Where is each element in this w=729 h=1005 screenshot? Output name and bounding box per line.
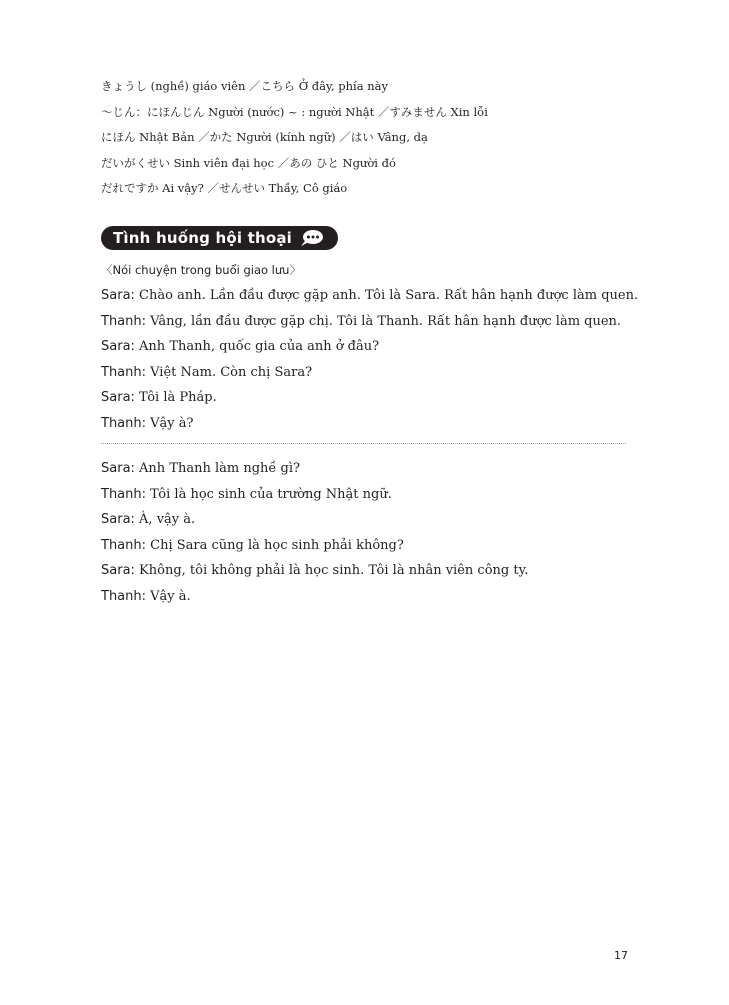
utterance: Chị Sara cũng là học sinh phải không? bbox=[150, 537, 404, 553]
utterance: Anh Thanh làm nghề gì? bbox=[139, 461, 300, 476]
vocabulary-list bbox=[101, 74, 661, 202]
speaker: Thanh: bbox=[101, 537, 151, 553]
dialogue-part-1 bbox=[101, 282, 641, 435]
utterance: Vậy à? bbox=[150, 415, 194, 431]
vocab-line: にほん Nhật Bản ／かた Người (kính ngữ) ／はい Vâng, dạ bbox=[101, 130, 428, 144]
vocab-line: だいがくせい Sinh viên đại học ／あの ひと Người đó bbox=[101, 155, 396, 170]
dialogue-turn bbox=[101, 532, 641, 558]
utterance: Chào anh. Lần đầu được gặp anh. Tôi là Sara. Rất hân hạnh được làm quen. bbox=[139, 288, 639, 303]
section-title: Tình huống hội thoại bbox=[113, 229, 293, 247]
utterance: Anh Thanh, quốc gia của anh ở đâu? bbox=[139, 339, 380, 354]
vocab-line: きょうし (nghề) giáo viên ／こちら Ở đây, phía này bbox=[101, 79, 389, 93]
utterance: Vâng, lần đầu được gặp chị. Tôi là Thanh. Rất hân hạnh được làm quen. bbox=[150, 313, 622, 329]
dialogue-context: 〈Nói chuyện trong buổi giao lưu〉 bbox=[101, 263, 301, 277]
dotted-divider bbox=[101, 443, 626, 444]
speaker: Sara: bbox=[101, 512, 140, 527]
dialogue-part-2 bbox=[101, 455, 641, 608]
speaker: Sara: bbox=[101, 461, 140, 476]
speaker: Sara: bbox=[101, 339, 140, 354]
dialogue-turn bbox=[101, 333, 641, 359]
utterance: À, vậy à. bbox=[139, 512, 196, 527]
dialogue-turn bbox=[101, 455, 641, 481]
vocab-line: ～じん：にほんじん Người (nước) ~ : người Nhật ／すみません Xin lỗi bbox=[101, 104, 488, 119]
speaker: Thanh: bbox=[101, 313, 151, 329]
speaker: Thanh: bbox=[101, 486, 151, 502]
page-number: 17 bbox=[614, 949, 628, 962]
section-header bbox=[101, 226, 338, 250]
utterance: Không, tôi không phải là học sinh. Tôi là nhân viên công ty. bbox=[139, 563, 529, 578]
dialogue-turn bbox=[101, 359, 641, 385]
speaker: Thanh: bbox=[101, 364, 151, 380]
dialogue-turn bbox=[101, 557, 641, 583]
speaker: Thanh: bbox=[101, 415, 151, 431]
dialogue-turn bbox=[101, 282, 641, 308]
dialogue-turn bbox=[101, 384, 641, 410]
speech-bubble-icon bbox=[300, 229, 324, 247]
utterance: Tôi là học sinh của trường Nhật ngữ. bbox=[150, 486, 392, 502]
speaker: Sara: bbox=[101, 390, 140, 405]
utterance: Việt Nam. Còn chị Sara? bbox=[150, 364, 313, 380]
speaker: Thanh: bbox=[101, 588, 151, 604]
dialogue-turn bbox=[101, 481, 641, 507]
dialogue-turn bbox=[101, 308, 641, 334]
utterance: Tôi là Pháp. bbox=[139, 390, 217, 405]
speaker: Sara: bbox=[101, 288, 140, 303]
dialogue-turn bbox=[101, 583, 641, 609]
dialogue-turn bbox=[101, 506, 641, 532]
speaker: Sara: bbox=[101, 563, 140, 578]
utterance: Vậy à. bbox=[150, 588, 191, 604]
dialogue-turn bbox=[101, 410, 641, 436]
vocab-line: だれですか Ai vậy? ／せんせい Thầy, Cô giáo bbox=[101, 181, 348, 195]
